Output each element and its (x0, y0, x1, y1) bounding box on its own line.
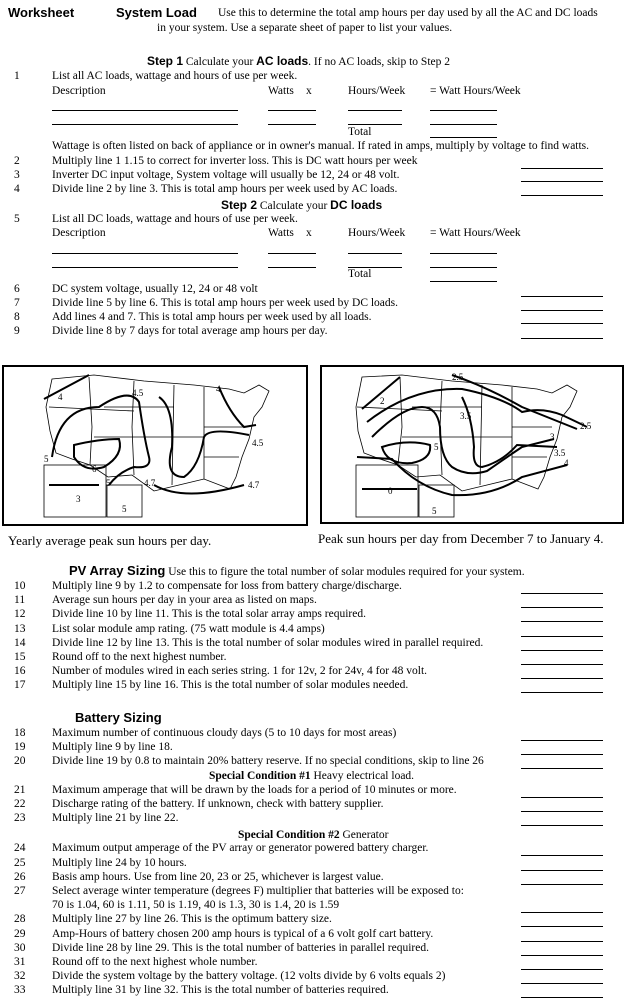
line-text: Maximum amperage that will be drawn by the loads for a period of 10 minutes or more. (52, 783, 457, 796)
contour-label: 6 (92, 464, 97, 474)
line-text: Divide line 19 by 0.8 to maintain 20% battery reserve. If no special conditions, skip to line 26 (52, 755, 484, 768)
line-number: 15 (14, 651, 26, 663)
line-text: Multiply line 21 by line 22. (52, 812, 179, 825)
line-number: 30 (14, 941, 26, 954)
line-number: 12 (14, 608, 26, 621)
answer-field[interactable] (521, 983, 603, 984)
special-condition-2-text: Generator (342, 829, 389, 842)
line-2-field[interactable] (521, 168, 603, 169)
line-text: Multiply line 1 1.15 to correct for inverter loss. This is DC watt hours per week (52, 155, 418, 167)
ac-desc-field-1[interactable] (52, 110, 238, 111)
map-caption-yearly: Yearly average peak sun hours per day. (8, 533, 212, 548)
line-text: Divide line 10 by line 11. This is the total solar array amps required. (52, 608, 366, 621)
line-number: 23 (14, 812, 26, 825)
answer-field[interactable] (521, 811, 603, 812)
contour-label: 4 (58, 392, 63, 402)
line-number: 11 (14, 594, 26, 607)
answer-field[interactable] (521, 955, 603, 956)
line-number: 8 (14, 311, 20, 323)
col-equals: = Watt Hours/Week (430, 227, 521, 239)
line-number: 7 (14, 297, 20, 309)
contour-line (382, 442, 430, 463)
line-text: Multiply line 27 by line 26. This is the optimum battery size. (52, 913, 332, 926)
contour-label: 3 (550, 432, 555, 442)
line-number: 28 (14, 913, 26, 926)
answer-field[interactable] (521, 593, 603, 594)
line-text: Divide line 12 by line 13. This is the total number of solar modules wired in parallel required. (52, 636, 484, 649)
line-text: Round off to the next highest number. (52, 651, 227, 663)
line-number: 32 (14, 970, 26, 983)
contour-label: 4.5 (132, 388, 144, 398)
line-number: 4 (14, 183, 20, 195)
alaska-inset (356, 465, 418, 517)
ac-hours-field-2[interactable] (348, 124, 402, 125)
col-watts: Watts (268, 85, 294, 97)
answer-field[interactable] (521, 855, 603, 856)
contour-label: 3.5 (554, 448, 566, 458)
dc-total-field[interactable] (430, 281, 497, 282)
worksheet-label: Worksheet (8, 5, 75, 20)
step2-label: Step 2 (221, 198, 258, 212)
dc-total-label: Total (348, 268, 372, 280)
ac-total-field[interactable] (430, 137, 497, 138)
pv-title: PV Array Sizing (69, 563, 166, 578)
line-text: Amp-Hours of battery chosen 200 amp hours is typical of a 6 volt golf cart battery. (52, 927, 434, 940)
contour-label: 5 (106, 478, 111, 488)
contour-label: 4.5 (252, 438, 264, 448)
line-number: 18 (14, 727, 26, 739)
answer-field[interactable] (521, 740, 603, 741)
ac-watts-field-1[interactable] (268, 110, 316, 111)
line-text: Discharge rating of the battery. If unknown, check with battery supplier. (52, 798, 384, 810)
contour-line (219, 387, 256, 427)
answer-field[interactable] (521, 678, 603, 679)
line-number: 24 (14, 842, 26, 855)
line-text: Divide line 5 by line 6. This is total amp hours per week used by DC loads. (52, 297, 399, 309)
line-3-field[interactable] (521, 181, 603, 182)
pv-heading (69, 564, 525, 579)
yearly-sun-hours-map (2, 365, 308, 526)
wattage-note: Wattage is often listed on back of appliance or in owner's manual. If rated in amps, multiply by voltage to find watts. (52, 140, 590, 152)
line-text: Divide line 2 by line 3. This is total amp hours per week used by AC loads. (52, 183, 398, 195)
line-number: 19 (14, 741, 26, 754)
line-text: Divide the system voltage by the battery voltage. (12 volts divide by 6 volts equals 2) (52, 970, 446, 983)
pv-intro: Use this to figure the total number of solar modules required for your system. (168, 566, 525, 578)
line-text: List solar module amp rating. (75 watt module is 4.4 amps) (52, 622, 325, 635)
contour-line (367, 389, 587, 427)
line-27-field[interactable] (521, 912, 603, 913)
line-text: Divide line 28 by line 29. This is the total number of batteries in parallel required. (52, 941, 429, 954)
map-caption-winter: Peak sun hours per day from December 7 to January 4. (318, 531, 604, 546)
col-watts: Watts (268, 227, 294, 239)
special-condition-1 (209, 771, 414, 783)
step2-bold: DC loads (330, 198, 383, 212)
intro-text-2: in your system. Use a separate sheet of paper to list your values. (157, 22, 453, 34)
line-number: 29 (14, 927, 26, 940)
line-number: 2 (14, 155, 20, 167)
answer-field[interactable] (521, 754, 603, 755)
contour-label: 2 (380, 396, 385, 406)
dc-desc-field-1[interactable] (52, 253, 238, 254)
page-title: System Load (116, 5, 197, 20)
col-hours: Hours/Week (348, 85, 406, 97)
answer-field[interactable] (521, 997, 603, 998)
ac-total-label: Total (348, 126, 372, 138)
line-number: 10 (14, 580, 26, 592)
ac-watts-field-2[interactable] (268, 124, 316, 125)
answer-field[interactable] (521, 768, 603, 769)
answer-field[interactable] (521, 969, 603, 970)
answer-field[interactable] (521, 607, 603, 608)
line-4-field[interactable] (521, 195, 603, 196)
dc-wh-field-1[interactable] (430, 253, 497, 254)
col-description: Description (52, 85, 106, 97)
line-number: 14 (14, 636, 26, 649)
dc-wh-field-2[interactable] (430, 267, 497, 268)
line-number: 5 (14, 213, 20, 225)
line-number: 9 (14, 325, 20, 337)
contour-line (154, 485, 244, 494)
line-27-continued: 70 is 1.04, 60 is 1.11, 50 is 1.19, 40 is 1.3, 30 is 1.4, 20 is 1.59 (52, 899, 340, 912)
line-number: 17 (14, 679, 26, 692)
col-times: x (306, 227, 312, 239)
ac-desc-field-2[interactable] (52, 124, 238, 125)
line-text: Multiply line 9 by line 18. (52, 741, 173, 754)
step1-label: Step 1 (147, 54, 184, 68)
step2-heading (221, 199, 382, 213)
contour-label: 5 (432, 506, 437, 516)
line-text: Basis amp hours. Use from line 20, 23 or 25, whichever is largest value. (52, 870, 384, 883)
dc-watts-field-2[interactable] (268, 267, 316, 268)
ac-wh-field-1[interactable] (430, 110, 497, 111)
special-condition-1-text: Heavy electrical load. (313, 769, 415, 782)
step1-heading (147, 55, 450, 69)
line-text: Multiply line 15 by line 16. This is the total number of solar modules needed. (52, 679, 409, 692)
line-text: Number of modules wired in each series string. 1 for 12v, 2 for 24v, 4 for 48 volt. (52, 665, 428, 678)
battery-title: Battery Sizing (75, 710, 162, 725)
line-text: Select average winter temperature (degrees F) multiplier that batteries will be exposed to: (52, 885, 464, 897)
line-number: 13 (14, 622, 26, 635)
line-number: 16 (14, 665, 26, 678)
contour-label: 4.7 (144, 478, 156, 488)
special-condition-2-label: Special Condition #2 (238, 829, 340, 842)
line-number: 27 (14, 885, 26, 897)
contour-label: 3.5 (460, 411, 472, 421)
line-number: 1 (14, 70, 20, 82)
line-text: Average sun hours per day in your area as listed on maps. (52, 594, 317, 607)
line-text: Divide line 8 by 7 days for total average amp hours per day. (52, 325, 328, 337)
line-number: 26 (14, 870, 26, 883)
answer-field[interactable] (521, 664, 603, 665)
line-text: Multiply line 9 by 1.2 to compensate for loss from battery charge/discharge. (52, 580, 402, 592)
answer-field[interactable] (521, 884, 603, 885)
contour-label: 5 (44, 454, 49, 464)
line-text: Round off to the next highest whole number. (52, 956, 258, 968)
special-condition-1-label: Special Condition #1 (209, 769, 311, 782)
line-text: Maximum number of continuous cloudy days (5 to 10 days for most areas) (52, 727, 397, 739)
line-number: 6 (14, 283, 20, 295)
line-6-field[interactable] (521, 296, 603, 297)
answer-field[interactable] (521, 650, 603, 651)
dc-desc-field-2[interactable] (52, 267, 238, 268)
contour-label: 3 (76, 494, 81, 504)
contour-label: 5 (122, 504, 127, 514)
contour-label: 0 (388, 486, 393, 496)
line-text: List all DC loads, wattage and hours of use per week. (52, 213, 298, 225)
line-text: Multiply line 24 by 10 hours. (52, 856, 187, 869)
answer-field[interactable] (521, 636, 603, 637)
answer-field[interactable] (521, 870, 603, 871)
answer-field[interactable] (521, 797, 603, 798)
ac-hours-field-1[interactable] (348, 110, 402, 111)
contour-label: 4 (564, 458, 569, 468)
contour-label: 4 (216, 384, 221, 394)
us-map-winter (322, 367, 622, 522)
line-text: DC system voltage, usually 12, 24 or 48 volt (52, 283, 258, 295)
step1-bold: AC loads (256, 54, 309, 68)
line-8-field[interactable] (521, 323, 603, 324)
answer-field[interactable] (521, 621, 603, 622)
col-description: Description (52, 227, 106, 239)
line-text: List all AC loads, wattage and hours of use per week. (52, 70, 298, 82)
line-number: 31 (14, 956, 26, 968)
line-number: 25 (14, 856, 26, 869)
line-number: 22 (14, 798, 26, 810)
ac-wh-field-2[interactable] (430, 124, 497, 125)
contour-line (74, 439, 120, 469)
col-equals: = Watt Hours/Week (430, 85, 521, 97)
intro-text-1: Use this to determine the total amp hours per day used by all the AC and DC loads (218, 7, 598, 19)
contour-label: 2.5 (580, 421, 592, 431)
answer-field[interactable] (521, 825, 603, 826)
step2-pre: Calculate your (259, 200, 328, 212)
line-text: Add lines 4 and 7. This is total amp hours per week used by all loads. (52, 311, 372, 323)
col-hours: Hours/Week (348, 227, 406, 239)
answer-field[interactable] (521, 692, 603, 693)
line-text: Inverter DC input voltage, System voltage will usually be 12, 24 or 48 volt. (52, 169, 400, 181)
answer-field[interactable] (521, 926, 603, 927)
line-number: 33 (14, 984, 26, 997)
special-condition-2 (238, 830, 388, 842)
answer-field[interactable] (521, 941, 603, 942)
contour-label: 5 (434, 442, 439, 452)
col-times: x (306, 85, 312, 97)
line-number: 20 (14, 755, 26, 768)
line-number: 3 (14, 169, 20, 181)
line-text: Maximum output amperage of the PV array or generator powered battery charger. (52, 842, 429, 855)
line-text: Multiply line 31 by line 32. This is the total number of batteries required. (52, 984, 389, 997)
winter-sun-hours-map (320, 365, 624, 524)
contour-label: 4.7 (248, 480, 260, 490)
dc-hours-field-1[interactable] (348, 253, 402, 254)
contour-line (44, 375, 89, 399)
line-7-field[interactable] (521, 310, 603, 311)
contour-label: 2.5 (452, 372, 464, 382)
dc-watts-field-1[interactable] (268, 253, 316, 254)
step1-post: . If no AC loads, skip to Step 2 (308, 56, 451, 68)
line-9-field[interactable] (521, 338, 603, 339)
line-number: 21 (14, 783, 26, 796)
step1-pre: Calculate your (185, 56, 254, 68)
